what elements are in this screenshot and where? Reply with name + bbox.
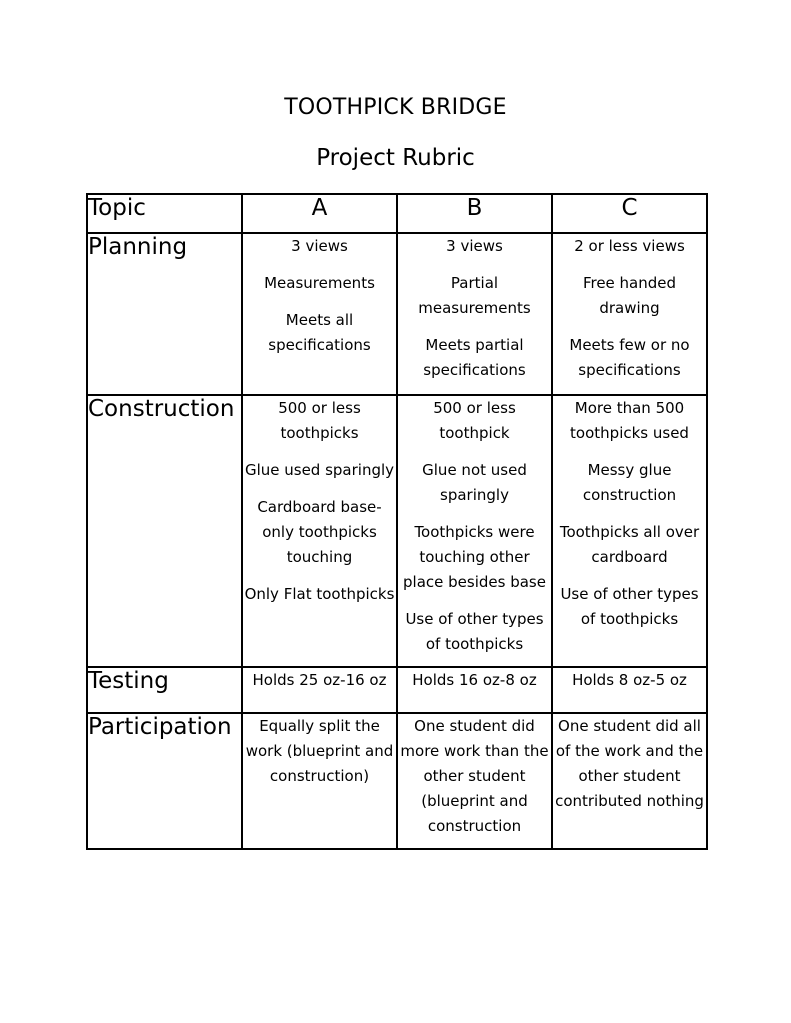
criterion-text: Glue not used sparingly [422, 461, 527, 504]
cell-planning-b [397, 233, 552, 395]
criterion-text: Meets few or no specifications [569, 336, 690, 379]
criterion-text: Use of other types of toothpicks [560, 585, 699, 628]
cell-construction-a [242, 395, 397, 667]
criterion-text: Holds 16 oz-8 oz [412, 671, 537, 689]
criterion-text: More than 500 toothpicks used [570, 399, 689, 442]
criterion-text: Equally split the work (blueprint and construction) [245, 717, 394, 785]
row-label-planning: Planning [87, 233, 242, 395]
header-grade-c: C [552, 194, 707, 233]
criterion-text: Holds 25 oz-16 oz [252, 671, 387, 689]
table-row [87, 713, 707, 849]
criterion-text: One student did more work than the other student (blueprint and construction [400, 717, 549, 835]
criterion-text: 3 views [291, 237, 348, 255]
rubric-table [86, 193, 708, 850]
criterion-text: 500 or less toothpick [433, 399, 516, 442]
cell-testing-a [242, 667, 397, 713]
cell-construction-b [397, 395, 552, 667]
criterion-text: Only Flat toothpicks [244, 585, 395, 603]
header-topic: Topic [87, 194, 242, 233]
cell-planning-a [242, 233, 397, 395]
cell-testing-c [552, 667, 707, 713]
criterion-text: Cardboard base-only toothpicks touching [257, 498, 382, 566]
criterion-text: One student did all of the work and the other student contributed nothing [555, 717, 704, 810]
criterion-text: Messy glue construction [582, 461, 677, 504]
cell-participation-a [242, 713, 397, 849]
document-subtitle: Project Rubric [316, 145, 475, 171]
criterion-text: Partial measurements [418, 274, 531, 317]
cell-construction-c [552, 395, 707, 667]
cell-planning-c [552, 233, 707, 395]
criterion-text: Toothpicks all over cardboard [559, 523, 700, 566]
document-title: TOOTHPICK BRIDGE [284, 95, 507, 120]
table-row [87, 667, 707, 713]
cell-participation-c [552, 713, 707, 849]
cell-participation-b [397, 713, 552, 849]
criterion-text: 3 views [446, 237, 503, 255]
cell-testing-b [397, 667, 552, 713]
table-row [87, 233, 707, 395]
criterion-text: 500 or less toothpicks [278, 399, 361, 442]
criterion-text: Toothpicks were touching other place besides base [403, 523, 546, 591]
criterion-text: Use of other types of toothpicks [405, 610, 544, 653]
criterion-text: Glue used sparingly [244, 461, 395, 479]
row-label-participation: Participation [87, 713, 242, 849]
criterion-text: 2 or less views [574, 237, 685, 255]
header-grade-a: A [242, 194, 397, 233]
header-row [87, 194, 707, 233]
criterion-text: Free handed drawing [582, 274, 677, 317]
criterion-text: Measurements [264, 274, 375, 292]
criterion-text: Holds 8 oz-5 oz [572, 671, 687, 689]
header-grade-b: B [397, 194, 552, 233]
criterion-text: Meets all specifications [268, 311, 371, 354]
criterion-text: Meets partial specifications [423, 336, 526, 379]
row-label-testing: Testing [87, 667, 242, 713]
table-row [87, 395, 707, 667]
row-label-construction: Construction [87, 395, 242, 667]
